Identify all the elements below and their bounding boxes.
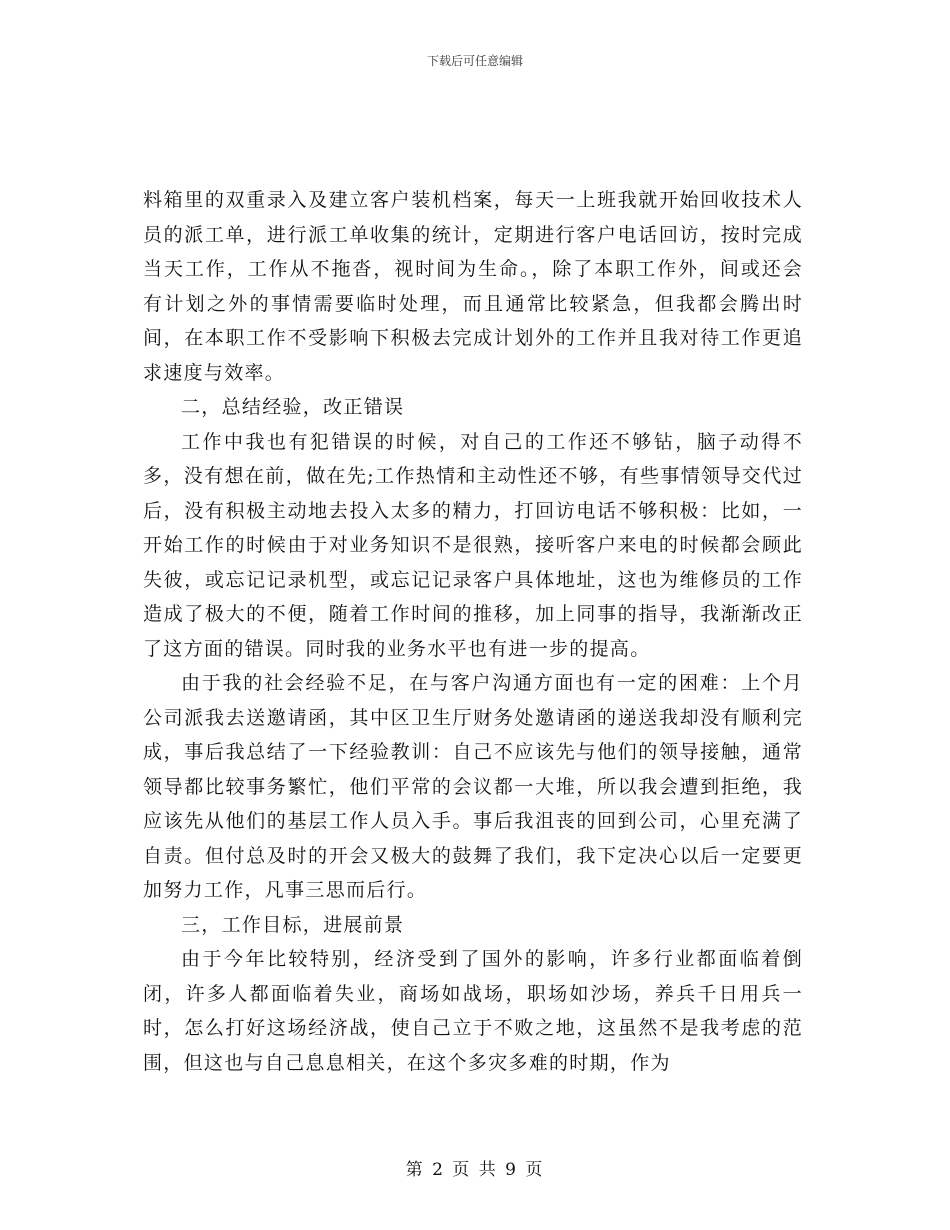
paragraph-continuation: 料箱里的双重录入及建立客户装机档案，每天一上班我就开始回收技术人员的派工单，进行派工单收集的统计，定期进行客户电话回访，按时完成当天工作，工作从不拖沓，视时间为生命。，除了本职工作外，间或还会有计划之外的事情需要临时处理，而且通常比较紧急，但我都会腾出时间，在本职工作不受影响下积极去完成计划外的工作并且我对待工作更追求速度与效率。: [143, 189, 803, 384]
document-body: [143, 183, 803, 1080]
paragraph-experience: 由于我的社会经验不足，在与客户沟通方面也有一定的困难：上个月公司派我去送邀请函，其中区卫生厅财务处邀请函的递送我却没有顺利完成，事后我总结了一下经验教训：自己不应该先与他们的领导接触，通常领导都比较事务繁忙，他们平常的会议都一大堆，所以我会遭到拒绝，我应该先从他们的基层工作人员入手。事后我沮丧的回到公司，心里充满了自责。但付总及时的开会又极大的鼓舞了我们，我下定决心以后一定要更加努力工作，凡事三思而后行。: [143, 672, 803, 901]
paragraph-mistakes: 工作中我也有犯错误的时候，对自己的工作还不够钻，脑子动得不多，没有想在前，做在先;工作热情和主动性还不够，有些事情领导交代过后，没有积极主动地去投入太多的精力，打回访电话不够积极：比如，一开始工作的时候由于对业务知识不是很熟，接听客户来电的时候都会顾此失彼，或忘记记录机型，或忘记记录客户具体地址，这也为维修员的工作造成了极大的不便，随着工作时间的推移，加上同事的指导，我渐渐改正了这方面的错误。同时我的业务水平也有进一步的提高。: [143, 430, 803, 660]
page-header: 下载后可任意编辑: [426, 54, 523, 68]
paragraph-goals: 由于今年比较特别，经济受到了国外的影响，许多行业都面临着倒闭，许多人都面临着失业，商场如战场，职场如沙场，养兵千日用兵一时，怎么打好这场经济战，使自己立于不败之地，这虽然不是我考虑的范围，但这也与自己息息相关，在这个多灾多难的时期，作为: [143, 948, 803, 1074]
section-heading-2: 二，总结经验，改正错误: [181, 396, 405, 418]
section-heading-3: 三，工作目标，进展前景: [181, 913, 405, 936]
page-number-footer: 第 2 页 共 9 页: [405, 1160, 545, 1180]
